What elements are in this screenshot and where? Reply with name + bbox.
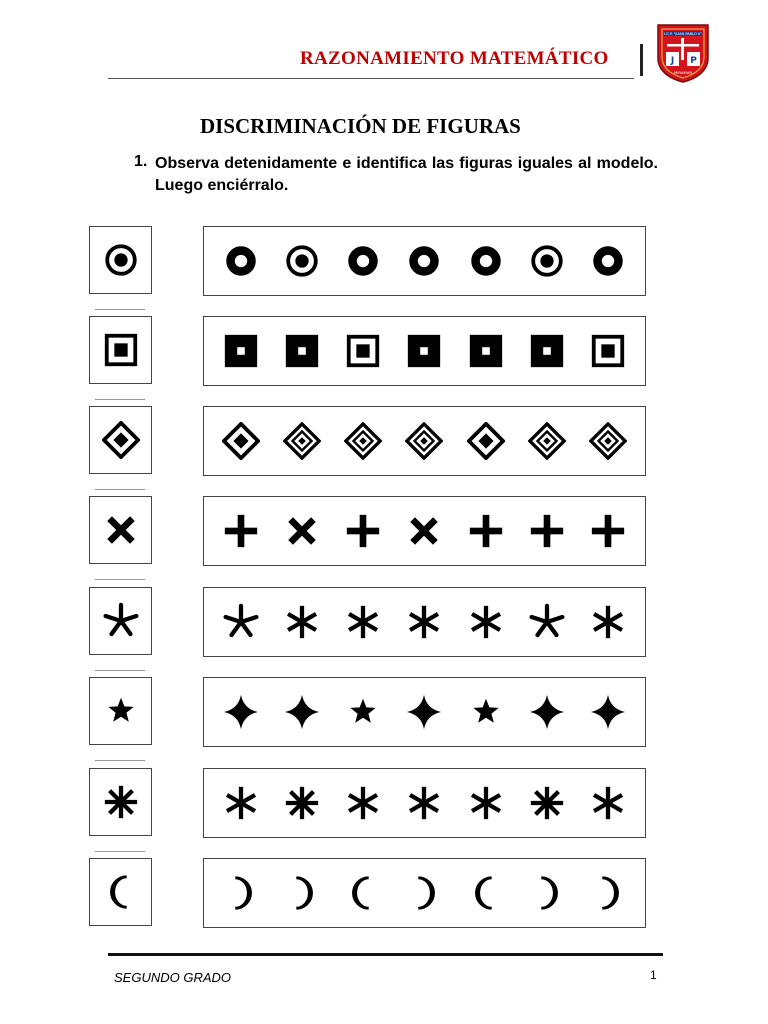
figure-option[interactable] (528, 693, 566, 731)
asterisk-eight-icon (528, 784, 566, 822)
diamond-triple-icon (528, 422, 566, 460)
crest-letter-p: P (690, 56, 697, 66)
diamond-triple-icon (589, 422, 627, 460)
plus-icon (222, 512, 260, 550)
model-box (89, 226, 152, 294)
model-box (89, 858, 152, 926)
instruction-number: 1. (134, 153, 148, 170)
options-row (203, 316, 646, 386)
header-rule (108, 78, 634, 79)
plus-icon (467, 512, 505, 550)
footer-rule (108, 953, 663, 956)
options-row (203, 587, 646, 657)
figure-option[interactable] (528, 512, 566, 550)
figure-option[interactable] (283, 242, 321, 280)
asterisk-icon (528, 603, 566, 641)
bullseye-icon (102, 241, 140, 279)
figure-option[interactable] (344, 512, 382, 550)
crest-bottom-text: MIRAMAR (674, 70, 692, 75)
x-cross-icon (283, 512, 321, 550)
model-box (89, 677, 152, 745)
ring-icon (405, 242, 443, 280)
figure-option[interactable] (344, 693, 382, 731)
figure-option[interactable] (405, 693, 443, 731)
star-icon (467, 693, 505, 731)
diamond-triple-icon (283, 422, 321, 460)
figure-option[interactable] (589, 693, 627, 731)
asterisk-six-icon (283, 603, 321, 641)
figure-option[interactable] (283, 512, 321, 550)
model-box (89, 768, 152, 836)
figure-option[interactable] (467, 784, 505, 822)
asterisk-icon (222, 603, 260, 641)
figure-option[interactable] (222, 332, 260, 370)
model-box (89, 587, 152, 655)
nested-square-icon (344, 332, 382, 370)
crescent-right-icon (405, 874, 443, 912)
asterisk-six-icon (589, 603, 627, 641)
school-crest-logo (655, 22, 711, 84)
asterisk-six-icon (344, 603, 382, 641)
plus-icon (589, 512, 627, 550)
figure-option[interactable] (222, 784, 260, 822)
figure-option[interactable] (589, 512, 627, 550)
figure-option[interactable] (283, 693, 321, 731)
square-dot-icon (528, 332, 566, 370)
bullseye-icon (283, 242, 321, 280)
header-title: RAZONAMIENTO MATEMÁTICO (300, 48, 609, 69)
figure-option[interactable] (405, 603, 443, 641)
star-icon (344, 693, 382, 731)
figure-option[interactable] (467, 693, 505, 731)
figure-option[interactable] (344, 242, 382, 280)
figure-option[interactable] (528, 242, 566, 280)
answer-line (95, 579, 145, 580)
figure-option[interactable] (344, 332, 382, 370)
options-row (203, 677, 646, 747)
figure-option[interactable] (222, 603, 260, 641)
figure-option[interactable] (405, 874, 443, 912)
figure-option[interactable] (467, 422, 505, 460)
figure-option[interactable] (467, 332, 505, 370)
asterisk-eight-icon (283, 784, 321, 822)
figure-option[interactable] (283, 784, 321, 822)
figure-option[interactable] (589, 874, 627, 912)
figure-option[interactable] (344, 784, 382, 822)
figure-option[interactable] (344, 422, 382, 460)
answer-line (95, 489, 145, 490)
asterisk-six-icon (589, 784, 627, 822)
ring-icon (589, 242, 627, 280)
asterisk-six-icon (405, 603, 443, 641)
ring-icon (467, 242, 505, 280)
figure-option[interactable] (222, 422, 260, 460)
figure-option[interactable] (528, 332, 566, 370)
answer-line (95, 851, 145, 852)
figure-option[interactable] (405, 784, 443, 822)
figure-option[interactable] (405, 332, 443, 370)
model-box (89, 406, 152, 474)
crescent-right-icon (589, 874, 627, 912)
crescent-left-icon (102, 873, 140, 911)
four-point-star-icon (528, 693, 566, 731)
model-box (89, 316, 152, 384)
header-divider (640, 44, 643, 76)
figure-option[interactable] (467, 512, 505, 550)
figure-option[interactable] (528, 422, 566, 460)
nested-square-icon (589, 332, 627, 370)
asterisk-six-icon (467, 603, 505, 641)
diamond-solid-center-icon (467, 422, 505, 460)
ring-icon (222, 242, 260, 280)
four-point-star-icon (222, 693, 260, 731)
asterisk-six-icon (405, 784, 443, 822)
square-dot-icon (222, 332, 260, 370)
diamond-solid-center-icon (102, 421, 140, 459)
figure-option[interactable] (589, 784, 627, 822)
figure-option[interactable] (283, 332, 321, 370)
figure-option[interactable] (528, 603, 566, 641)
answer-line (95, 670, 145, 671)
figure-option[interactable] (589, 242, 627, 280)
crescent-right-icon (222, 874, 260, 912)
model-box (89, 496, 152, 564)
page-title: DISCRIMINACIÓN DE FIGURAS (200, 114, 521, 138)
figure-option[interactable] (222, 874, 260, 912)
options-row (203, 858, 646, 928)
instruction-text: Observa detenidamente e identifica las figuras iguales al modelo. Luego enciérralo. (155, 155, 658, 194)
figure-option[interactable] (283, 422, 321, 460)
x-cross-icon (405, 512, 443, 550)
footer-grade: SEGUNDO GRADO (114, 970, 232, 985)
answer-line (95, 309, 145, 310)
four-point-star-icon (589, 693, 627, 731)
figure-option[interactable] (467, 603, 505, 641)
figure-option[interactable] (405, 242, 443, 280)
answer-line (95, 760, 145, 761)
square-dot-icon (405, 332, 443, 370)
four-point-star-icon (405, 693, 443, 731)
figure-option[interactable] (467, 242, 505, 280)
square-dot-icon (283, 332, 321, 370)
figure-option[interactable] (222, 693, 260, 731)
figure-option[interactable] (528, 784, 566, 822)
crescent-left-icon (344, 874, 382, 912)
x-cross-icon (102, 511, 140, 549)
square-dot-icon (467, 332, 505, 370)
crescent-right-icon (528, 874, 566, 912)
options-row (203, 406, 646, 476)
figure-option[interactable] (222, 242, 260, 280)
options-row (203, 768, 646, 838)
figure-option[interactable] (344, 603, 382, 641)
asterisk-six-icon (222, 784, 260, 822)
figure-option[interactable] (589, 422, 627, 460)
star-icon (102, 692, 140, 730)
diamond-solid-center-icon (222, 422, 260, 460)
asterisk-six-icon (467, 784, 505, 822)
figure-option[interactable] (222, 512, 260, 550)
asterisk-icon (102, 602, 140, 640)
diamond-triple-icon (405, 422, 443, 460)
asterisk-six-icon (344, 784, 382, 822)
figure-option[interactable] (528, 874, 566, 912)
answer-line (95, 399, 145, 400)
crest-top-text: I.E.P. "JUAN PABLO II" (664, 32, 702, 36)
options-row (203, 496, 646, 566)
figure-option[interactable] (405, 512, 443, 550)
options-row (203, 226, 646, 296)
plus-icon (344, 512, 382, 550)
asterisk-eight-icon (102, 783, 140, 821)
ring-icon (344, 242, 382, 280)
figure-option[interactable] (589, 603, 627, 641)
figure-option[interactable] (467, 874, 505, 912)
figure-option[interactable] (405, 422, 443, 460)
figure-option[interactable] (283, 874, 321, 912)
nested-square-icon (102, 331, 140, 369)
bullseye-icon (528, 242, 566, 280)
four-point-star-icon (283, 693, 321, 731)
crescent-right-icon (283, 874, 321, 912)
plus-icon (528, 512, 566, 550)
crest-letter-j: J (670, 56, 675, 66)
figure-option[interactable] (589, 332, 627, 370)
figure-option[interactable] (344, 874, 382, 912)
figure-option[interactable] (283, 603, 321, 641)
crescent-left-icon (467, 874, 505, 912)
page-number: 1 (650, 968, 657, 982)
diamond-triple-icon (344, 422, 382, 460)
